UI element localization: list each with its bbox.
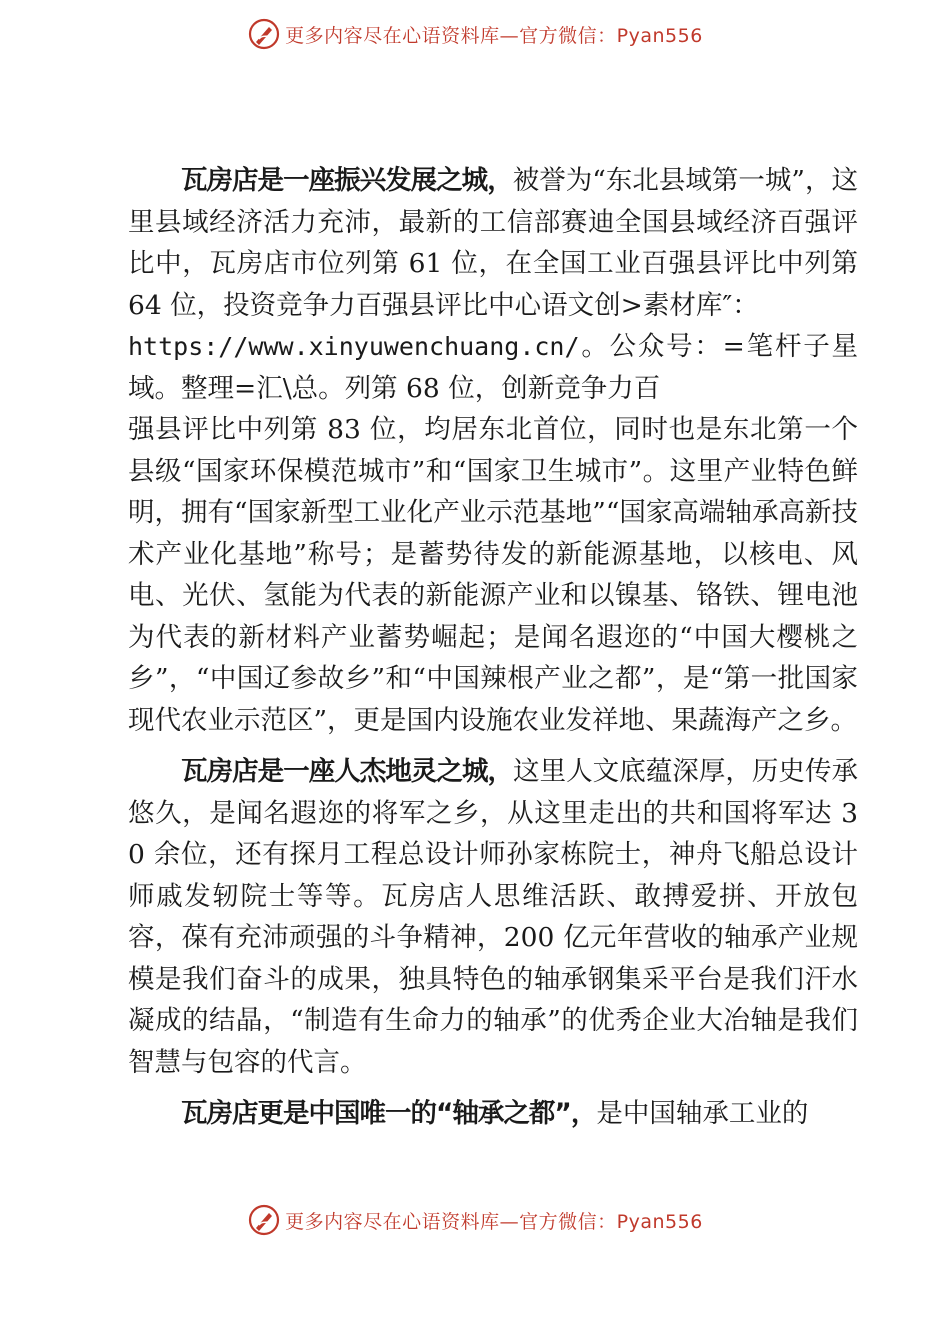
url-text: https://www.xinyuwenchuang.cn/ [128, 332, 580, 361]
pen-circle-icon [247, 1203, 281, 1237]
pen-circle-icon [247, 17, 281, 51]
header-banner [0, 14, 950, 54]
paragraph-lead: 瓦房店更是中国唯一的“轴承之都”， [181, 1098, 597, 1129]
banner-text: 更多内容尽在心语资料库—官方微信：Pyan556 [285, 24, 703, 47]
paragraph-lead: 瓦房店是一座振兴发展之城， [181, 165, 513, 196]
banner-text: 更多内容尽在心语资料库—官方微信：Pyan556 [285, 1210, 703, 1233]
paragraph-2: 瓦房店是一座人杰地灵之城，这里人文底蕴深厚，历史传承悠久，是闻名遐迩的将军之乡，从这里走出的共和国将军达 30 余位，还有探月工程总设计师孙家栋院士，神舟飞船总设计师戚发轫院士等等。瓦房店人思维活跃、敢搏爱拼、开放包容，葆有充沛顽强的斗争精神，200 亿元年营收的轴承产业规模是我们奋斗的成果，独具特色的轴承钢集采平台是我们汗水凝成的结晶，“制造有生命力的轴承”的优秀企业大冶轴是我们智慧与包容的代言。 [128, 756, 859, 1078]
paragraph-1: 瓦房店是一座振兴发展之城，被誉为“东北县域第一城”，这里县域经济活力充沛，最新的工信部赛迪全国县域经济百强评比中，瓦房店市位列第 61 位，在全国工业百强县评比中列第 64 位，投资竞争力百强县评比中心语文创>素材库″： https://www.xinyuwenchuang.cn/。公众号：=笔杆子星域。整理=汇\总。列第 68 位，创新竞争力百 强县评比中列第 83 位，均居东北首位，同时也是东北第一个县级“国家环保模范城市”和“国家卫生城市”。这里产业特色鲜明，拥有“国家新型工业化产业示范基地”“国家高端轴承高新技术产业化基地”称号；是蓄势待发的新能源基地，以核电、风电、光伏、氢能为代表的新能源产业和以镍基、铬铁、锂电池为代表的新材料产业蓄势崛起；是闻名遐迩的“中国大樱桃之乡”，“中国辽参故乡”和“中国辣根产业之都”，是“第一批国家现代农业示范区”，更是国内设施农业发祥地、果蔬海产之乡。 [128, 165, 858, 736]
document-body [128, 160, 858, 1135]
footer-banner [0, 1200, 950, 1240]
paragraph-lead: 瓦房店是一座人杰地灵之城， [181, 756, 514, 787]
paragraph-3: 瓦房店更是中国唯一的“轴承之都”，是中国轴承工业的 [181, 1098, 809, 1129]
